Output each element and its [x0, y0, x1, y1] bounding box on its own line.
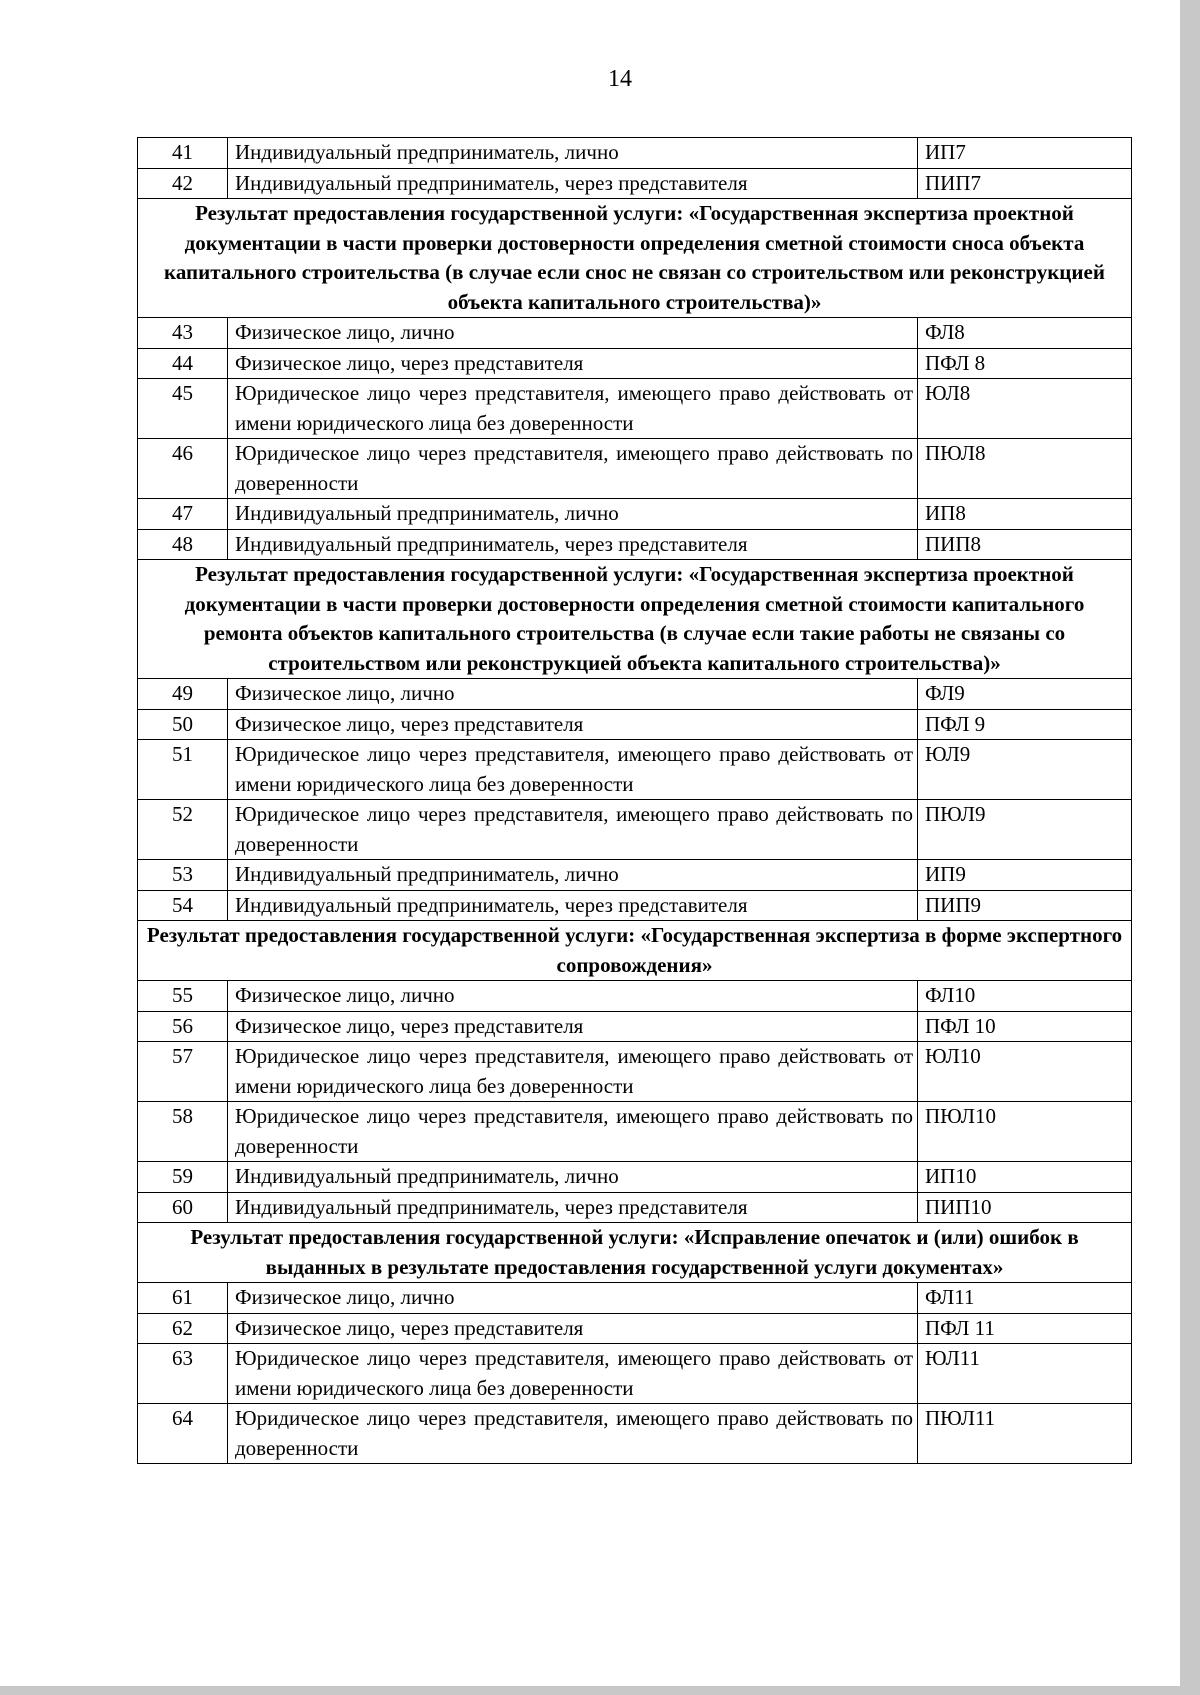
row-number: 57 — [138, 1042, 228, 1102]
row-description: Физическое лицо, лично — [228, 318, 918, 349]
row-description: Физическое лицо, через представителя — [228, 1011, 918, 1042]
row-code: ЮЛ11 — [918, 1344, 1132, 1404]
section-header: Результат предоставления государственной услуги: «Исправление опечаток и (или) ошибок в выданных в результате предоставления государственной услуги документах» — [138, 1223, 1132, 1283]
table-row — [138, 529, 1132, 560]
section-header-row — [138, 1223, 1132, 1283]
table-row — [138, 890, 1132, 921]
row-code: ПИП7 — [918, 168, 1132, 199]
row-number: 59 — [138, 1162, 228, 1193]
row-number: 51 — [138, 740, 228, 800]
page-number: 14 — [608, 66, 632, 92]
row-description: Индивидуальный предприниматель, лично — [228, 1162, 918, 1193]
row-description: Индивидуальный предприниматель, лично — [228, 860, 918, 891]
table-row — [138, 1283, 1132, 1314]
table-row — [138, 1011, 1132, 1042]
table-row — [138, 379, 1132, 439]
row-code: ПЮЛ8 — [918, 439, 1132, 499]
row-description: Индивидуальный предприниматель, через представителя — [228, 890, 918, 921]
row-description: Юридическое лицо через представителя, имеющего право действовать от имени юридического лица без доверенности — [228, 1344, 918, 1404]
row-number: 53 — [138, 860, 228, 891]
row-description: Юридическое лицо через представителя, имеющего право действовать по доверенности — [228, 1404, 918, 1464]
row-code: ФЛ9 — [918, 679, 1132, 710]
row-description: Юридическое лицо через представителя, имеющего право действовать от имени юридического лица без доверенности — [228, 1042, 918, 1102]
row-code: ИП9 — [918, 860, 1132, 891]
table-row — [138, 709, 1132, 740]
row-code: ПФЛ 10 — [918, 1011, 1132, 1042]
row-number: 44 — [138, 348, 228, 379]
row-number: 47 — [138, 499, 228, 530]
row-number: 46 — [138, 439, 228, 499]
row-description: Физическое лицо, лично — [228, 1283, 918, 1314]
row-number: 52 — [138, 800, 228, 860]
row-description: Юридическое лицо через представителя, имеющего право действовать по доверенности — [228, 1102, 918, 1162]
row-description: Физическое лицо, через представителя — [228, 709, 918, 740]
table-row — [138, 1042, 1132, 1102]
scan-edge-right — [1180, 0, 1200, 1695]
row-description: Индивидуальный предприниматель, лично — [228, 138, 918, 169]
row-code: ИП10 — [918, 1162, 1132, 1193]
row-number: 50 — [138, 709, 228, 740]
row-number: 56 — [138, 1011, 228, 1042]
row-number: 48 — [138, 529, 228, 560]
table-row — [138, 1313, 1132, 1344]
section-header-row — [138, 199, 1132, 318]
row-code: ПФЛ 8 — [918, 348, 1132, 379]
row-description: Юридическое лицо через представителя, имеющего право действовать по доверенности — [228, 800, 918, 860]
row-description: Индивидуальный предприниматель, через представителя — [228, 1192, 918, 1223]
table-row — [138, 1344, 1132, 1404]
row-description: Юридическое лицо через представителя, имеющего право действовать по доверенности — [228, 439, 918, 499]
row-description: Физическое лицо, через представителя — [228, 348, 918, 379]
row-description: Физическое лицо, лично — [228, 981, 918, 1012]
scan-edge-bottom — [0, 1686, 1200, 1695]
row-code: ПИП10 — [918, 1192, 1132, 1223]
row-code: ФЛ11 — [918, 1283, 1132, 1314]
row-code: ПФЛ 9 — [918, 709, 1132, 740]
row-code: ЮЛ8 — [918, 379, 1132, 439]
table-row — [138, 1404, 1132, 1464]
table-row — [138, 499, 1132, 530]
table-row — [138, 1162, 1132, 1193]
table-row — [138, 318, 1132, 349]
table-row — [138, 740, 1132, 800]
row-description: Индивидуальный предприниматель, через представителя — [228, 529, 918, 560]
applicant-category-table — [137, 137, 1132, 1464]
section-header: Результат предоставления государственной услуги: «Государственная экспертиза проектной документации в части проверки достоверности определения сметной стоимости капитального ремонта объектов капитального строительства (в случае если такие работы не связаны со строительством или реконструкцией объекта капитального строительства)» — [138, 560, 1132, 679]
row-code: ПФЛ 11 — [918, 1313, 1132, 1344]
section-header: Результат предоставления государственной услуги: «Государственная экспертиза в форме экспертного сопровождения» — [138, 921, 1132, 981]
row-description: Юридическое лицо через представителя, имеющего право действовать от имени юридического лица без доверенности — [228, 740, 918, 800]
row-code: ИП7 — [918, 138, 1132, 169]
table-row — [138, 1192, 1132, 1223]
row-number: 41 — [138, 138, 228, 169]
table-row — [138, 800, 1132, 860]
table-row — [138, 860, 1132, 891]
row-code: ПЮЛ9 — [918, 800, 1132, 860]
row-description: Юридическое лицо через представителя, имеющего право действовать от имени юридического лица без доверенности — [228, 379, 918, 439]
section-header-row — [138, 921, 1132, 981]
row-description: Индивидуальный предприниматель, лично — [228, 499, 918, 530]
row-code: ПИП9 — [918, 890, 1132, 921]
table-row — [138, 1102, 1132, 1162]
table-row — [138, 679, 1132, 710]
row-number: 55 — [138, 981, 228, 1012]
row-number: 42 — [138, 168, 228, 199]
section-header: Результат предоставления государственной услуги: «Государственная экспертиза проектной документации в части проверки достоверности определения сметной стоимости сноса объекта капитального строительства (в случае если снос не связан со строительством или реконструкцией объекта капитального строительства)» — [138, 199, 1132, 318]
row-code: ФЛ8 — [918, 318, 1132, 349]
row-code: ПЮЛ11 — [918, 1404, 1132, 1464]
row-code: ИП8 — [918, 499, 1132, 530]
table-row — [138, 439, 1132, 499]
row-number: 61 — [138, 1283, 228, 1314]
row-number: 43 — [138, 318, 228, 349]
row-number: 45 — [138, 379, 228, 439]
row-number: 62 — [138, 1313, 228, 1344]
row-code: ПЮЛ10 — [918, 1102, 1132, 1162]
row-number: 49 — [138, 679, 228, 710]
row-code: ЮЛ9 — [918, 740, 1132, 800]
row-code: ПИП8 — [918, 529, 1132, 560]
row-description: Физическое лицо, лично — [228, 679, 918, 710]
row-number: 63 — [138, 1344, 228, 1404]
row-number: 60 — [138, 1192, 228, 1223]
table-row — [138, 168, 1132, 199]
row-code: ФЛ10 — [918, 981, 1132, 1012]
row-description: Индивидуальный предприниматель, через представителя — [228, 168, 918, 199]
row-number: 64 — [138, 1404, 228, 1464]
row-number: 54 — [138, 890, 228, 921]
row-description: Физическое лицо, через представителя — [228, 1313, 918, 1344]
table-row — [138, 348, 1132, 379]
table-row — [138, 138, 1132, 169]
table-row — [138, 981, 1132, 1012]
section-header-row — [138, 560, 1132, 679]
row-code: ЮЛ10 — [918, 1042, 1132, 1102]
row-number: 58 — [138, 1102, 228, 1162]
